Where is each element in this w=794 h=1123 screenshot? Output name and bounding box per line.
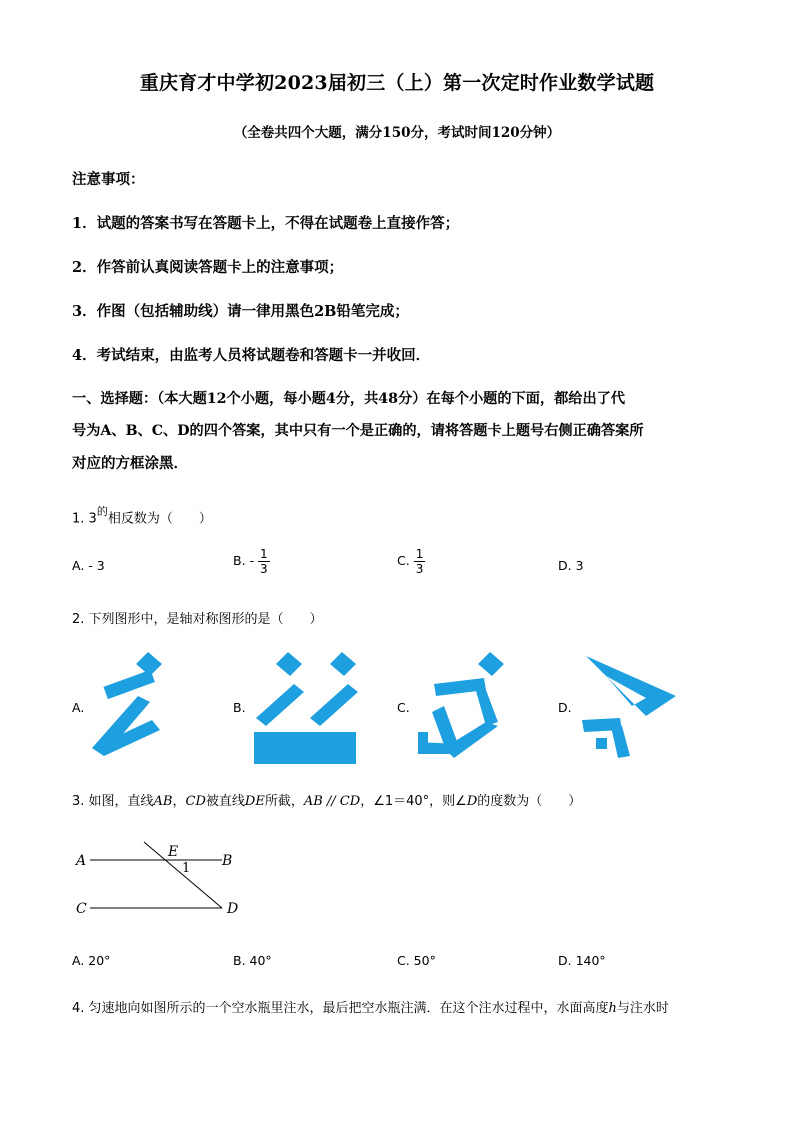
label-d: D (227, 901, 239, 917)
fraction-one-third: $\frac{1}{3}$ (260, 547, 268, 576)
question-2-stem: 2. 下列图形中，是轴对称图形的是（ ） (72, 612, 323, 627)
q2-figure-a (86, 650, 166, 760)
section1-line-1: 一、选择题：（本大题12个小题，每小题4分，共48分）在每个小题的下面，都给出了代 (72, 391, 626, 407)
note-item-4: 4．考试结束，由监考人员将试题卷和答题卡一并收回． (72, 347, 431, 364)
label-a: A (76, 853, 87, 869)
q1-option-d: D. 3 (558, 558, 584, 573)
q2-figure-c (414, 650, 514, 760)
q1-option-a: A. - 3 (72, 558, 105, 573)
q3-option-b: B. 40° (233, 953, 272, 968)
q2-figure-b (252, 650, 362, 765)
note-item-2: 2．作答前认真阅读答题卡上的注意事项； (72, 259, 344, 276)
q1-option-b: B. - $\frac{1}{3}$ (233, 547, 268, 576)
q3-option-a: A. 20° (72, 953, 111, 968)
section1-line-2: 号为A、B、C、D的四个答案，其中只有一个是正确的，请将答题卡上题号右侧正确答案所 (72, 423, 644, 439)
q2-option-d-label: D. (558, 700, 572, 715)
q2-figure-d (576, 650, 686, 765)
label-b: B (222, 853, 233, 869)
note-item-3: 3．作图（包括辅助线）请一律用黑色2B铅笔完成； (72, 303, 409, 320)
page-title: 重庆育才中学初2023届初三（上）第一次定时作业数学试题 (139, 72, 655, 94)
label-angle-1: 1 (182, 861, 191, 876)
q2-option-a-label: A. (72, 700, 85, 715)
section1-line-3: 对应的方框涂黑． (72, 455, 188, 472)
figure-d-shapes (582, 656, 676, 758)
figure-c-shapes (418, 652, 504, 758)
q3-option-c: C. 50° (397, 953, 436, 968)
q3-option-d: D. 140° (558, 953, 606, 968)
q2-option-c-label: C. (397, 700, 410, 715)
notes-heading: 注意事项： (72, 171, 145, 188)
page-subtitle: （全卷共四个大题，满分150分，考试时间120分钟） (233, 125, 561, 141)
q1-option-c: C. $\frac{1}{3}$ (397, 547, 424, 576)
label-e: E (168, 844, 179, 860)
q2-option-b-label: B. (233, 700, 246, 715)
question-3-stem: 3. 如图，直线AB，CD被直线DE所截，AB // CD，∠1＝40°，则∠D的度数为（ ） (72, 794, 582, 809)
question-4-stem: 4. 匀速地向如图所示的一个空水瓶里注水，最后把空水瓶注满．在这个注水过程中，水面高度h与注水时 (72, 1001, 669, 1016)
q3-parallel-lines-figure (72, 838, 252, 920)
fraction-one-third: $\frac{1}{3}$ (415, 547, 424, 576)
figure-a-shapes (92, 652, 162, 756)
label-c: C (76, 901, 87, 917)
question-1-stem: 1. $3^的$相反数为（ ） (72, 505, 212, 527)
note-item-1: 1．试题的答案书写在答题卡上，不得在试题卷上直接作答； (72, 215, 460, 232)
figure-b-shapes (254, 652, 358, 764)
